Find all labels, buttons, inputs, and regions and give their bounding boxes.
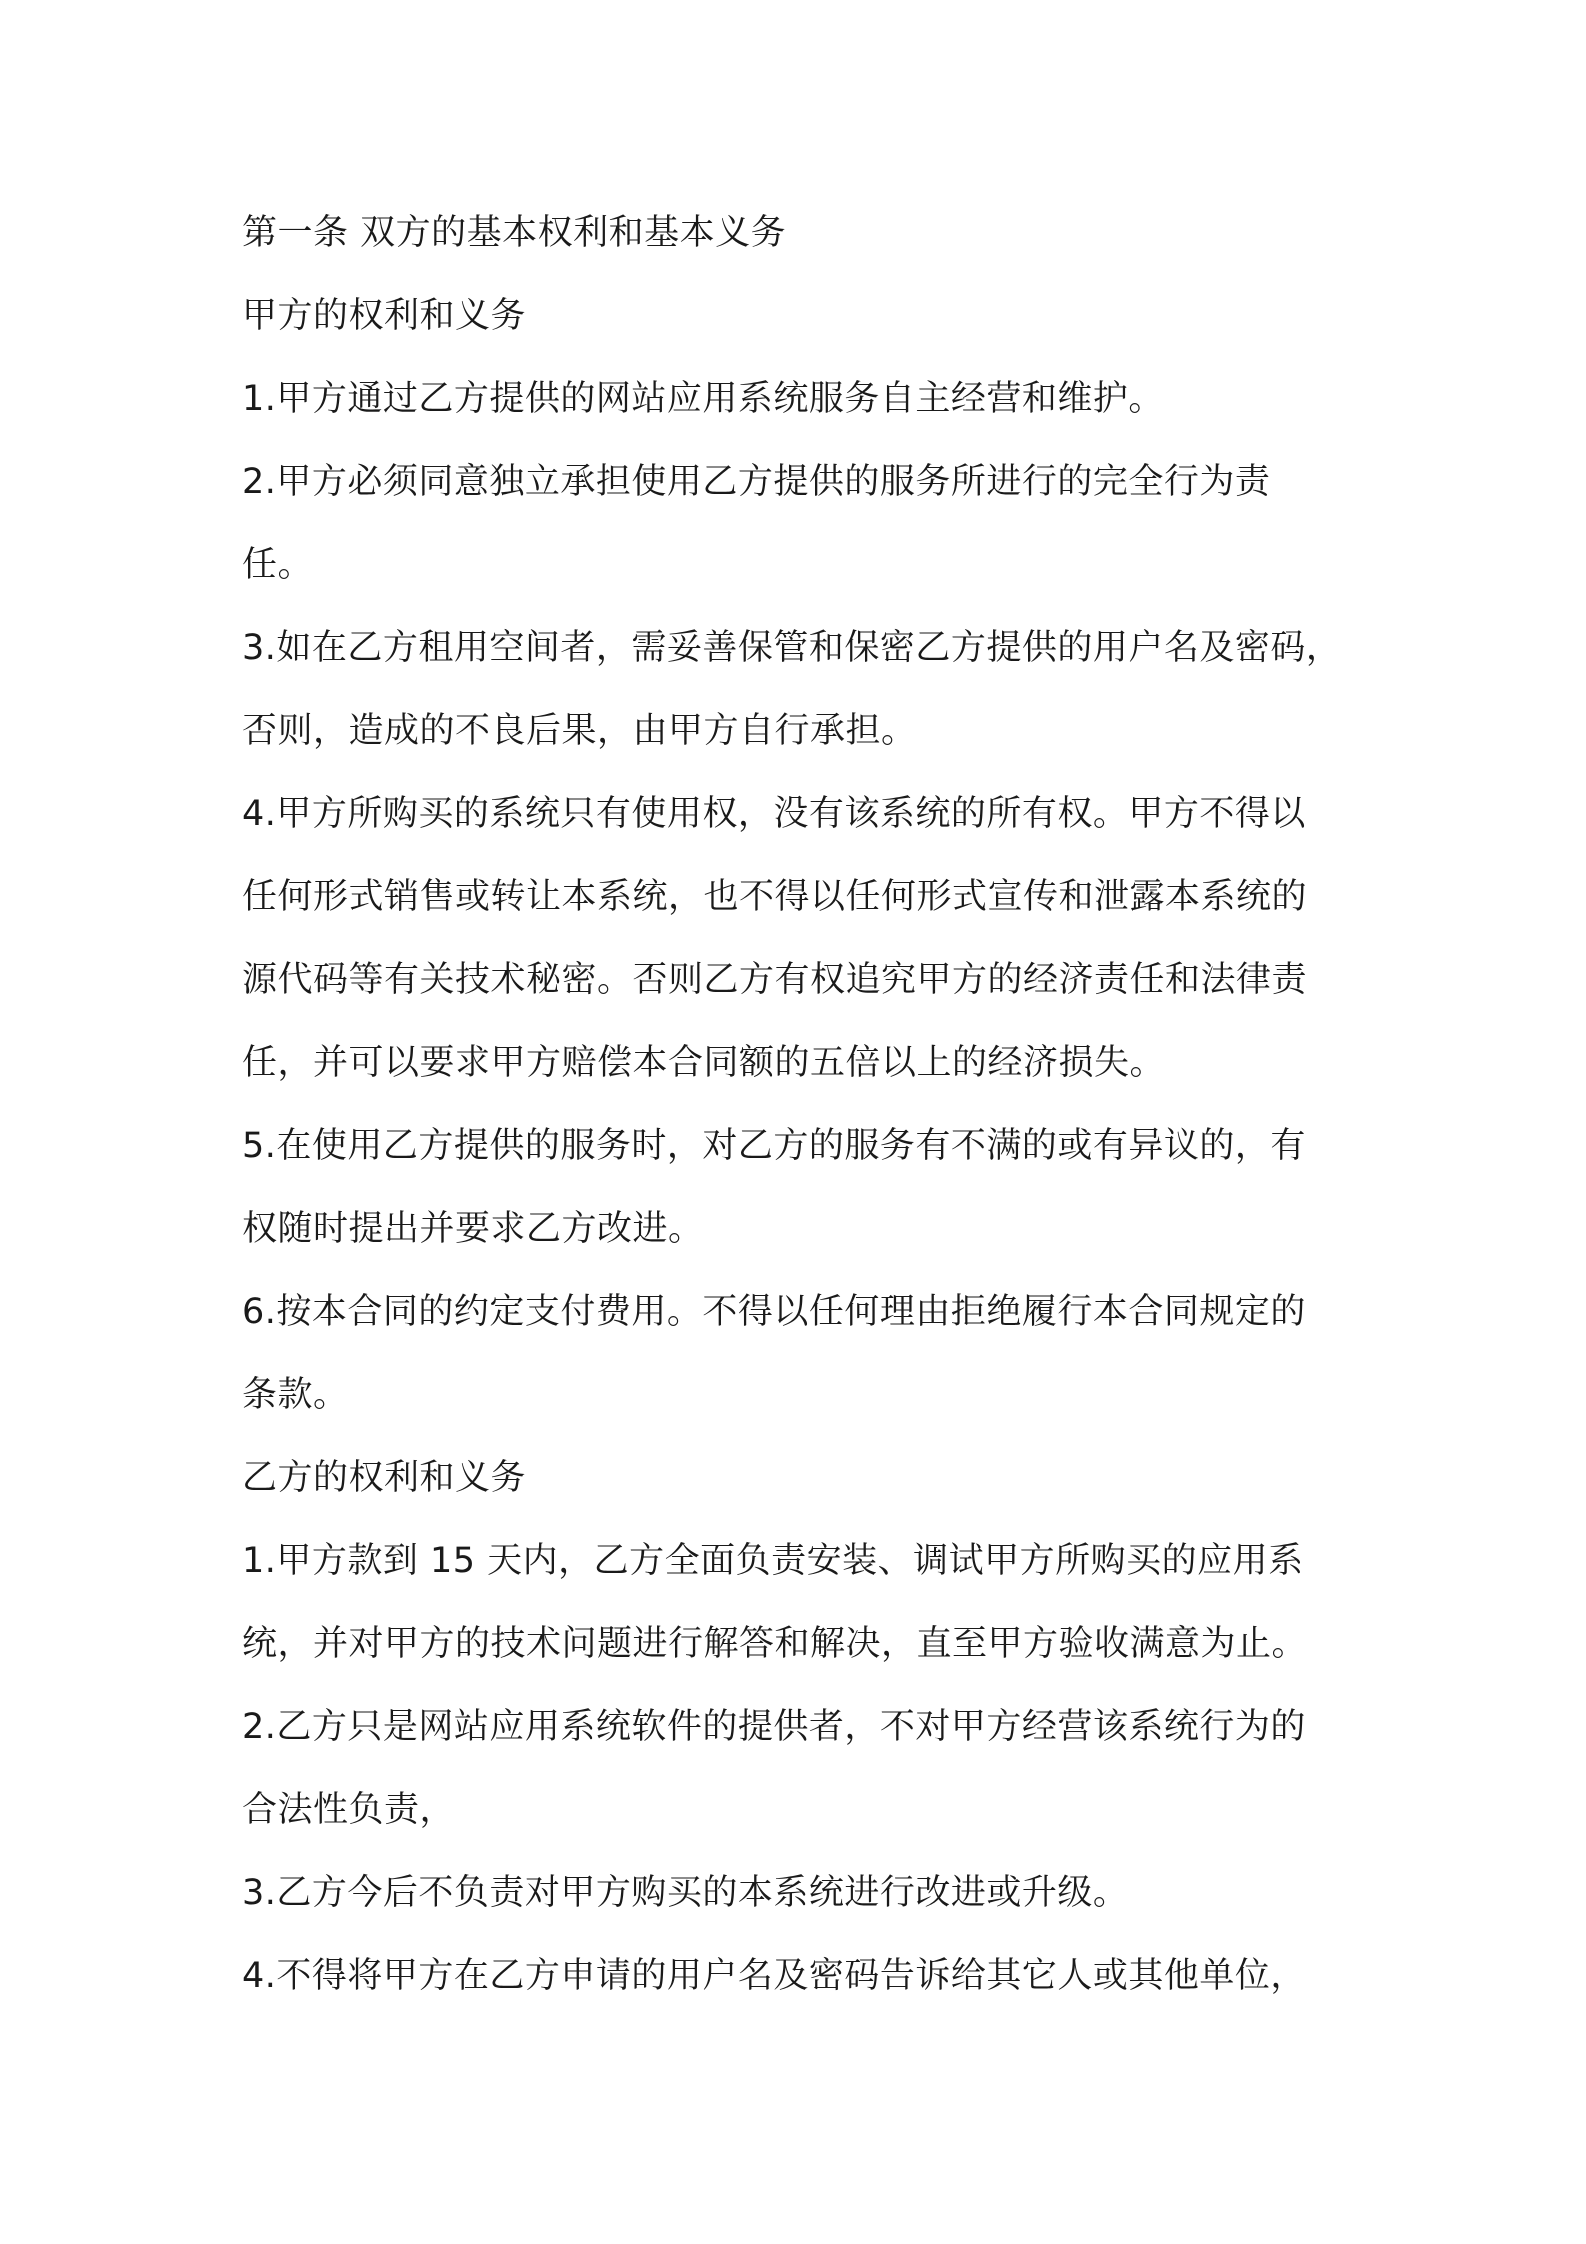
paragraph-line: 条款。 bbox=[242, 1375, 349, 1415]
paragraph-line: 2.甲方必须同意独立承担使用乙方提供的服务所进行的完全行为责 bbox=[242, 462, 1271, 502]
paragraph-line: 3.如在乙方租用空间者，需妥善保管和保密乙方提供的用户名及密码， bbox=[242, 628, 1342, 668]
paragraph-line: 4.不得将甲方在乙方申请的用户名及密码告诉给其它人或其他单位， bbox=[242, 1956, 1306, 1996]
paragraph-line: 源代码等有关技术秘密。否则乙方有权追究甲方的经济责任和法律责 bbox=[242, 960, 1308, 1000]
paragraph-line: 3.乙方今后不负责对甲方购买的本系统进行改进或升级。 bbox=[242, 1873, 1129, 1913]
section-heading-party-b: 乙方的权利和义务 bbox=[242, 1458, 527, 1498]
paragraph-line: 1.甲方通过乙方提供的网站应用系统服务自主经营和维护。 bbox=[242, 379, 1164, 419]
paragraph-line: 任，并可以要求甲方赔偿本合同额的五倍以上的经济损失。 bbox=[242, 1043, 1166, 1083]
document-body bbox=[242, 192, 1362, 2018]
paragraph-line: 任。 bbox=[242, 545, 314, 585]
paragraph-line: 5.在使用乙方提供的服务时，对乙方的服务有不满的或有异议的，有 bbox=[242, 1126, 1306, 1166]
paragraph-line: 2.乙方只是网站应用系统软件的提供者，不对甲方经营该系统行为的 bbox=[242, 1707, 1306, 1747]
paragraph-line: 合法性负责， bbox=[242, 1790, 456, 1830]
paragraph-line: 4.甲方所购买的系统只有使用权，没有该系统的所有权。甲方不得以 bbox=[242, 794, 1306, 834]
paragraph-line: 统，并对甲方的技术问题进行解答和解决，直至甲方验收满意为止。 bbox=[242, 1624, 1308, 1664]
paragraph-line: 1.甲方款到 15 天内，乙方全面负责安装、调试甲方所购买的应用系 bbox=[242, 1541, 1304, 1581]
article-heading: 第一条 双方的基本权利和基本义务 bbox=[242, 213, 787, 253]
paragraph-line: 否则，造成的不良后果，由甲方自行承担。 bbox=[242, 711, 917, 751]
paragraph-line: 权随时提出并要求乙方改进。 bbox=[242, 1209, 704, 1249]
paragraph-line: 6.按本合同的约定支付费用。不得以任何理由拒绝履行本合同规定的 bbox=[242, 1292, 1306, 1332]
section-heading-party-a: 甲方的权利和义务 bbox=[242, 296, 527, 336]
paragraph-line: 任何形式销售或转让本系统，也不得以任何形式宣传和泄露本系统的 bbox=[242, 877, 1308, 917]
